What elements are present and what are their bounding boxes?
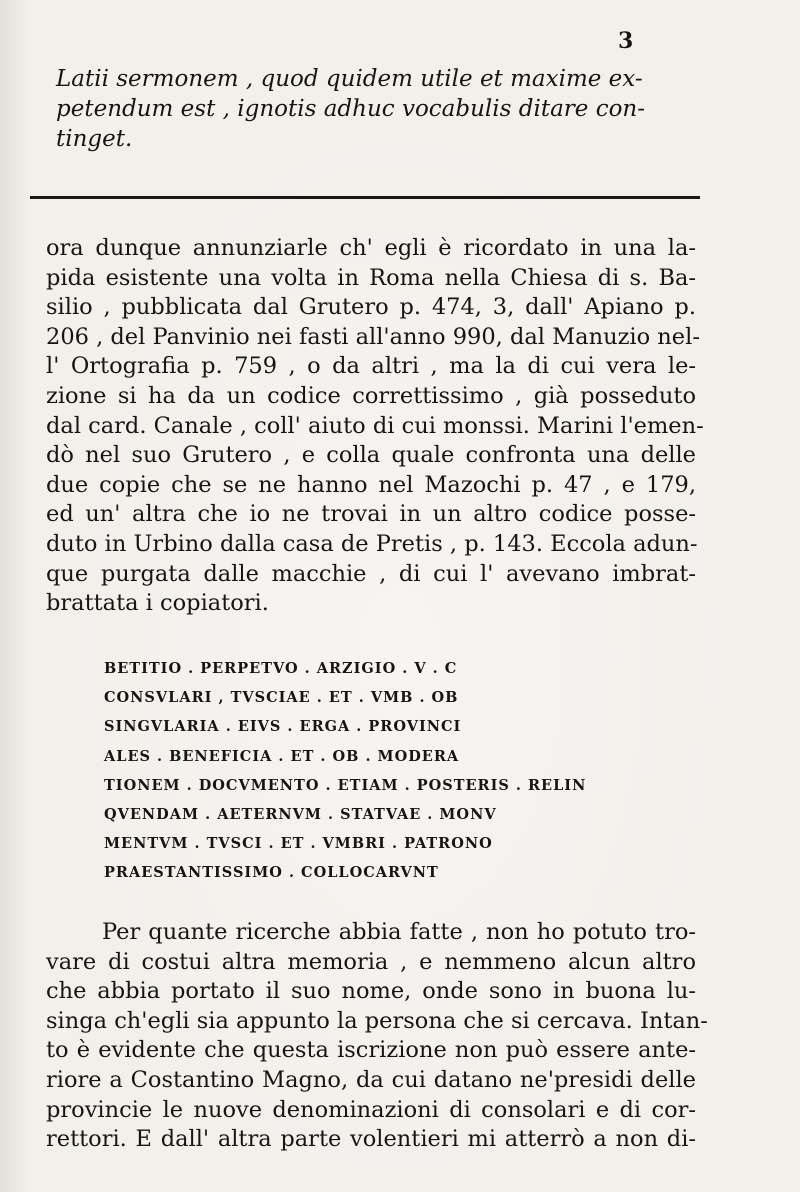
- text-line: duto in Urbino dalla casa de Pretis , p. 143. Eccola adun-: [46, 530, 698, 557]
- page-number: 3: [618, 28, 634, 54]
- text-line: pida esistente una volta in Roma nella Chiesa di s. Ba-: [46, 264, 696, 291]
- text-line: l' Ortografia p. 759 , o da altri , ma la di cui vera le-: [46, 353, 696, 380]
- horizontal-rule: [30, 196, 700, 199]
- text-line: vare di costui altra memoria , e nemmeno alcun altro: [46, 948, 696, 975]
- motto-line: Latii sermonem , quod quidem utile et maxime ex-: [56, 66, 643, 92]
- text-line: due copie che se ne hanno nel Mazochi p. 47 , e 179,: [46, 471, 696, 498]
- inscription-line: SINGVLARIA . EIVS . ERGA . PROVINCI: [104, 718, 462, 736]
- text-line: singa ch'egli sia appunto la persona che si cercava. Intan-: [46, 1007, 708, 1034]
- text-line: dal card. Canale , coll' aiuto di cui monssi. Marini l'emen-: [46, 412, 704, 439]
- inscription-line: CONSVLARI , TVSCIAE . ET . VMB . OB: [104, 689, 459, 707]
- text-line: che abbia portato il suo nome, onde sono in buona lu-: [46, 978, 696, 1005]
- inscription-line: TIONEM . DOCVMENTO . ETIAM . POSTERIS . RELIN: [104, 776, 587, 794]
- inscription-line: ALES . BENEFICIA . ET . OB . MODERA: [104, 747, 460, 765]
- text-line: que purgata dalle macchie , di cui l' avevano imbrat-: [46, 560, 696, 587]
- text-line: dò nel suo Grutero , e colla quale confronta una delle: [46, 442, 696, 469]
- text-line: provincie le nuove denominazioni di consolari e di cor-: [46, 1096, 696, 1123]
- inscription-line: BETITIO . PERPETVO . ARZIGIO . V . C: [104, 660, 458, 677]
- text-line: 206 , del Panvinio nei fasti all'anno 990, dal Manuzio nel-: [46, 323, 700, 350]
- text-line: ora dunque annunziarle ch' egli è ricordato in una la-: [46, 235, 696, 261]
- text-line: to è evidente che questa iscrizione non può essere ante-: [46, 1037, 696, 1064]
- latin-inscription: [104, 654, 644, 888]
- text-line: ed un' altra che io ne trovai in un altro codice posse-: [46, 501, 696, 528]
- motto-line: petendum est , ignotis adhuc vocabulis ditare con-: [56, 96, 646, 122]
- text-line: silio , pubblicata dal Grutero p. 474, 3, dall' Apiano p.: [46, 294, 696, 321]
- text-line: brattata i copiatori.: [46, 590, 269, 617]
- inscription-line: MENTVM . TVSCI . ET . VMBRI . PATRONO: [104, 835, 493, 853]
- inscription-line: QVENDAM . AETERNVM . STATVAE . MONV: [104, 806, 497, 824]
- paragraph-one: [46, 234, 704, 619]
- inscription-line: PRAESTANTISSIMO . COLLOCARVNT: [104, 864, 439, 882]
- text-line: Per quante ricerche abbia fatte , non ho potuto tro-: [102, 919, 696, 945]
- text-line: rettori. E dall' altra parte volentieri mi atterrò a non di-: [46, 1126, 696, 1153]
- motto-line: tinget.: [56, 126, 133, 152]
- text-line: zione si ha da un codice correttissimo , già posseduto: [46, 382, 696, 409]
- paragraph-two: [46, 918, 708, 1155]
- text-line: riore a Costantino Magno, da cui datano ne'presidi delle: [46, 1066, 696, 1093]
- latin-motto: [56, 64, 684, 154]
